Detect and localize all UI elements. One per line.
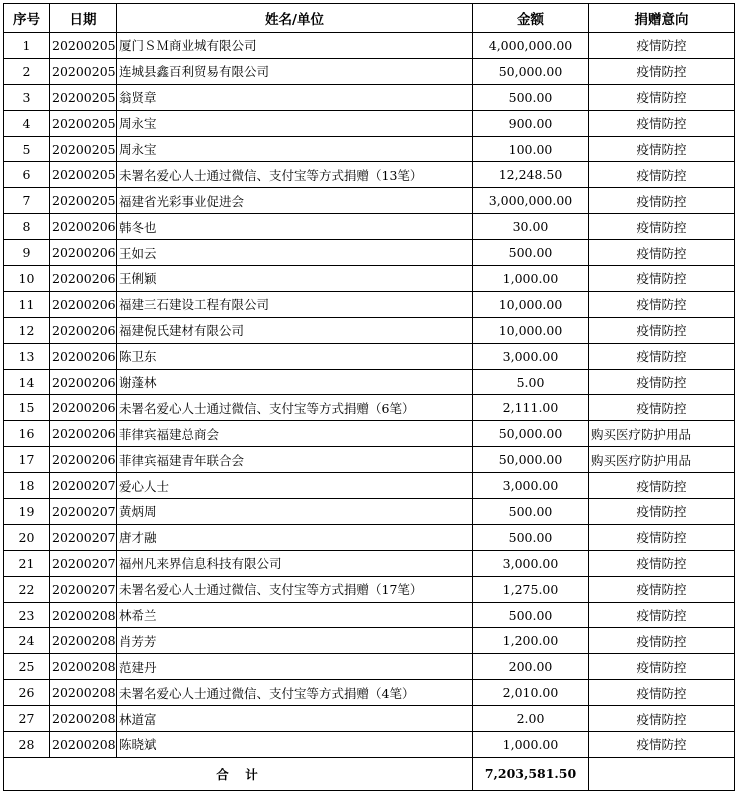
cell-purpose: 疫情防控 [589, 110, 735, 136]
table-row [4, 602, 735, 628]
cell-date: 20200205 [50, 84, 117, 110]
cell-name: 陈晓斌 [117, 732, 473, 758]
cell-amount: 30.00 [473, 214, 589, 240]
cell-date: 20200208 [50, 628, 117, 654]
table-body [4, 33, 735, 758]
cell-amount: 1,000.00 [473, 266, 589, 292]
total-label: 合 计 [4, 757, 473, 790]
cell-date: 20200206 [50, 291, 117, 317]
cell-no: 15 [4, 395, 50, 421]
cell-date: 20200208 [50, 680, 117, 706]
cell-date: 20200206 [50, 395, 117, 421]
cell-purpose: 疫情防控 [589, 395, 735, 421]
cell-purpose: 疫情防控 [589, 162, 735, 188]
table-row [4, 421, 735, 447]
cell-purpose: 疫情防控 [589, 240, 735, 266]
cell-name: 厦门ＳＭ商业城有限公司 [117, 33, 473, 59]
table-row [4, 499, 735, 525]
cell-date: 20200205 [50, 136, 117, 162]
table-row [4, 732, 735, 758]
cell-amount: 500.00 [473, 240, 589, 266]
cell-purpose: 疫情防控 [589, 602, 735, 628]
cell-date: 20200207 [50, 499, 117, 525]
cell-purpose: 疫情防控 [589, 706, 735, 732]
cell-date: 20200208 [50, 602, 117, 628]
cell-name: 未署名爱心人士通过微信、支付宝等方式捐赠（4笔） [117, 680, 473, 706]
cell-name: 菲律宾福建青年联合会 [117, 447, 473, 473]
table-row [4, 654, 735, 680]
table-row [4, 343, 735, 369]
cell-purpose: 疫情防控 [589, 680, 735, 706]
header-no: 序号 [4, 4, 50, 33]
header-row [4, 4, 735, 33]
cell-no: 5 [4, 136, 50, 162]
total-amount: 7,203,581.50 [473, 757, 589, 790]
cell-no: 19 [4, 499, 50, 525]
cell-purpose: 疫情防控 [589, 473, 735, 499]
cell-amount: 50,000.00 [473, 447, 589, 473]
cell-amount: 5.00 [473, 369, 589, 395]
table-row [4, 188, 735, 214]
cell-no: 27 [4, 706, 50, 732]
cell-name: 林道富 [117, 706, 473, 732]
cell-amount: 10,000.00 [473, 317, 589, 343]
cell-amount: 3,000.00 [473, 343, 589, 369]
cell-no: 16 [4, 421, 50, 447]
table-row [4, 136, 735, 162]
total-empty-cell [589, 757, 735, 790]
cell-no: 26 [4, 680, 50, 706]
cell-no: 9 [4, 240, 50, 266]
cell-name: 翁贤章 [117, 84, 473, 110]
table-row [4, 317, 735, 343]
donation-table [3, 3, 735, 791]
cell-purpose: 疫情防控 [589, 317, 735, 343]
table-row [4, 33, 735, 59]
table-row [4, 58, 735, 84]
header-amount: 金额 [473, 4, 589, 33]
cell-purpose: 疫情防控 [589, 84, 735, 110]
cell-purpose: 疫情防控 [589, 628, 735, 654]
table-row [4, 162, 735, 188]
cell-amount: 2,111.00 [473, 395, 589, 421]
cell-name: 范建丹 [117, 654, 473, 680]
cell-amount: 10,000.00 [473, 291, 589, 317]
cell-name: 林希兰 [117, 602, 473, 628]
cell-no: 25 [4, 654, 50, 680]
cell-amount: 2.00 [473, 706, 589, 732]
cell-purpose: 疫情防控 [589, 188, 735, 214]
table-row [4, 84, 735, 110]
header-date: 日期 [50, 4, 117, 33]
cell-date: 20200208 [50, 654, 117, 680]
cell-purpose: 购买医疗防护用品 [589, 421, 735, 447]
cell-purpose: 疫情防控 [589, 499, 735, 525]
cell-date: 20200206 [50, 266, 117, 292]
header-name: 姓名/单位 [117, 4, 473, 33]
cell-purpose: 疫情防控 [589, 291, 735, 317]
cell-purpose: 疫情防控 [589, 266, 735, 292]
cell-amount: 100.00 [473, 136, 589, 162]
cell-no: 6 [4, 162, 50, 188]
cell-purpose: 疫情防控 [589, 654, 735, 680]
cell-amount: 50,000.00 [473, 58, 589, 84]
table-row [4, 369, 735, 395]
cell-name: 陈卫东 [117, 343, 473, 369]
cell-no: 24 [4, 628, 50, 654]
cell-date: 20200207 [50, 524, 117, 550]
cell-date: 20200206 [50, 369, 117, 395]
header-purpose: 捐赠意向 [589, 4, 735, 33]
cell-no: 8 [4, 214, 50, 240]
cell-amount: 1,275.00 [473, 576, 589, 602]
table-row [4, 524, 735, 550]
cell-name: 王如云 [117, 240, 473, 266]
cell-date: 20200207 [50, 576, 117, 602]
cell-amount: 500.00 [473, 84, 589, 110]
table-row [4, 447, 735, 473]
table-row [4, 473, 735, 499]
cell-date: 20200206 [50, 447, 117, 473]
cell-date: 20200206 [50, 214, 117, 240]
cell-amount: 12,248.50 [473, 162, 589, 188]
cell-no: 7 [4, 188, 50, 214]
cell-purpose: 疫情防控 [589, 58, 735, 84]
cell-date: 20200207 [50, 550, 117, 576]
total-row [4, 757, 735, 790]
cell-no: 18 [4, 473, 50, 499]
cell-name: 福州凡来界信息科技有限公司 [117, 550, 473, 576]
cell-no: 4 [4, 110, 50, 136]
table-row [4, 240, 735, 266]
cell-amount: 1,200.00 [473, 628, 589, 654]
cell-name: 爱心人士 [117, 473, 473, 499]
table-row [4, 576, 735, 602]
cell-purpose: 疫情防控 [589, 33, 735, 59]
cell-name: 谢蓬林 [117, 369, 473, 395]
cell-date: 20200205 [50, 162, 117, 188]
cell-amount: 4,000,000.00 [473, 33, 589, 59]
cell-date: 20200208 [50, 706, 117, 732]
cell-purpose: 疫情防控 [589, 136, 735, 162]
cell-no: 20 [4, 524, 50, 550]
cell-name: 未署名爱心人士通过微信、支付宝等方式捐赠（17笔） [117, 576, 473, 602]
table-row [4, 110, 735, 136]
cell-date: 20200206 [50, 317, 117, 343]
cell-date: 20200206 [50, 421, 117, 447]
cell-date: 20200205 [50, 58, 117, 84]
cell-purpose: 疫情防控 [589, 524, 735, 550]
cell-amount: 900.00 [473, 110, 589, 136]
cell-date: 20200205 [50, 188, 117, 214]
cell-amount: 50,000.00 [473, 421, 589, 447]
cell-no: 11 [4, 291, 50, 317]
cell-no: 23 [4, 602, 50, 628]
cell-no: 12 [4, 317, 50, 343]
cell-purpose: 疫情防控 [589, 550, 735, 576]
cell-name: 福建倪氏建材有限公司 [117, 317, 473, 343]
cell-name: 连城县鑫百利贸易有限公司 [117, 58, 473, 84]
cell-purpose: 疫情防控 [589, 576, 735, 602]
cell-amount: 1,000.00 [473, 732, 589, 758]
cell-amount: 3,000.00 [473, 473, 589, 499]
cell-amount: 200.00 [473, 654, 589, 680]
cell-purpose: 疫情防控 [589, 343, 735, 369]
cell-amount: 3,000,000.00 [473, 188, 589, 214]
cell-amount: 500.00 [473, 524, 589, 550]
table-row [4, 550, 735, 576]
cell-date: 20200205 [50, 110, 117, 136]
table-row [4, 291, 735, 317]
cell-amount: 2,010.00 [473, 680, 589, 706]
cell-date: 20200206 [50, 343, 117, 369]
cell-no: 3 [4, 84, 50, 110]
table-row [4, 628, 735, 654]
cell-no: 13 [4, 343, 50, 369]
cell-date: 20200207 [50, 473, 117, 499]
table-row [4, 706, 735, 732]
cell-no: 28 [4, 732, 50, 758]
cell-purpose: 疫情防控 [589, 369, 735, 395]
cell-date: 20200208 [50, 732, 117, 758]
cell-date: 20200206 [50, 240, 117, 266]
cell-purpose: 疫情防控 [589, 214, 735, 240]
cell-name: 周永宝 [117, 136, 473, 162]
cell-name: 福建三石建设工程有限公司 [117, 291, 473, 317]
cell-no: 14 [4, 369, 50, 395]
table-row [4, 214, 735, 240]
cell-no: 21 [4, 550, 50, 576]
cell-no: 10 [4, 266, 50, 292]
cell-name: 未署名爱心人士通过微信、支付宝等方式捐赠（6笔） [117, 395, 473, 421]
cell-name: 韩冬也 [117, 214, 473, 240]
cell-no: 1 [4, 33, 50, 59]
cell-no: 17 [4, 447, 50, 473]
table-row [4, 395, 735, 421]
cell-name: 王俐颖 [117, 266, 473, 292]
cell-name: 黄炳周 [117, 499, 473, 525]
cell-name: 唐才融 [117, 524, 473, 550]
cell-name: 肖芳芳 [117, 628, 473, 654]
cell-amount: 500.00 [473, 499, 589, 525]
cell-name: 福建省光彩事业促进会 [117, 188, 473, 214]
cell-purpose: 疫情防控 [589, 732, 735, 758]
cell-no: 2 [4, 58, 50, 84]
cell-no: 22 [4, 576, 50, 602]
table-row [4, 266, 735, 292]
cell-amount: 3,000.00 [473, 550, 589, 576]
table-row [4, 680, 735, 706]
cell-name: 菲律宾福建总商会 [117, 421, 473, 447]
cell-name: 未署名爱心人士通过微信、支付宝等方式捐赠（13笔） [117, 162, 473, 188]
cell-name: 周永宝 [117, 110, 473, 136]
cell-purpose: 购买医疗防护用品 [589, 447, 735, 473]
cell-date: 20200205 [50, 33, 117, 59]
cell-amount: 500.00 [473, 602, 589, 628]
